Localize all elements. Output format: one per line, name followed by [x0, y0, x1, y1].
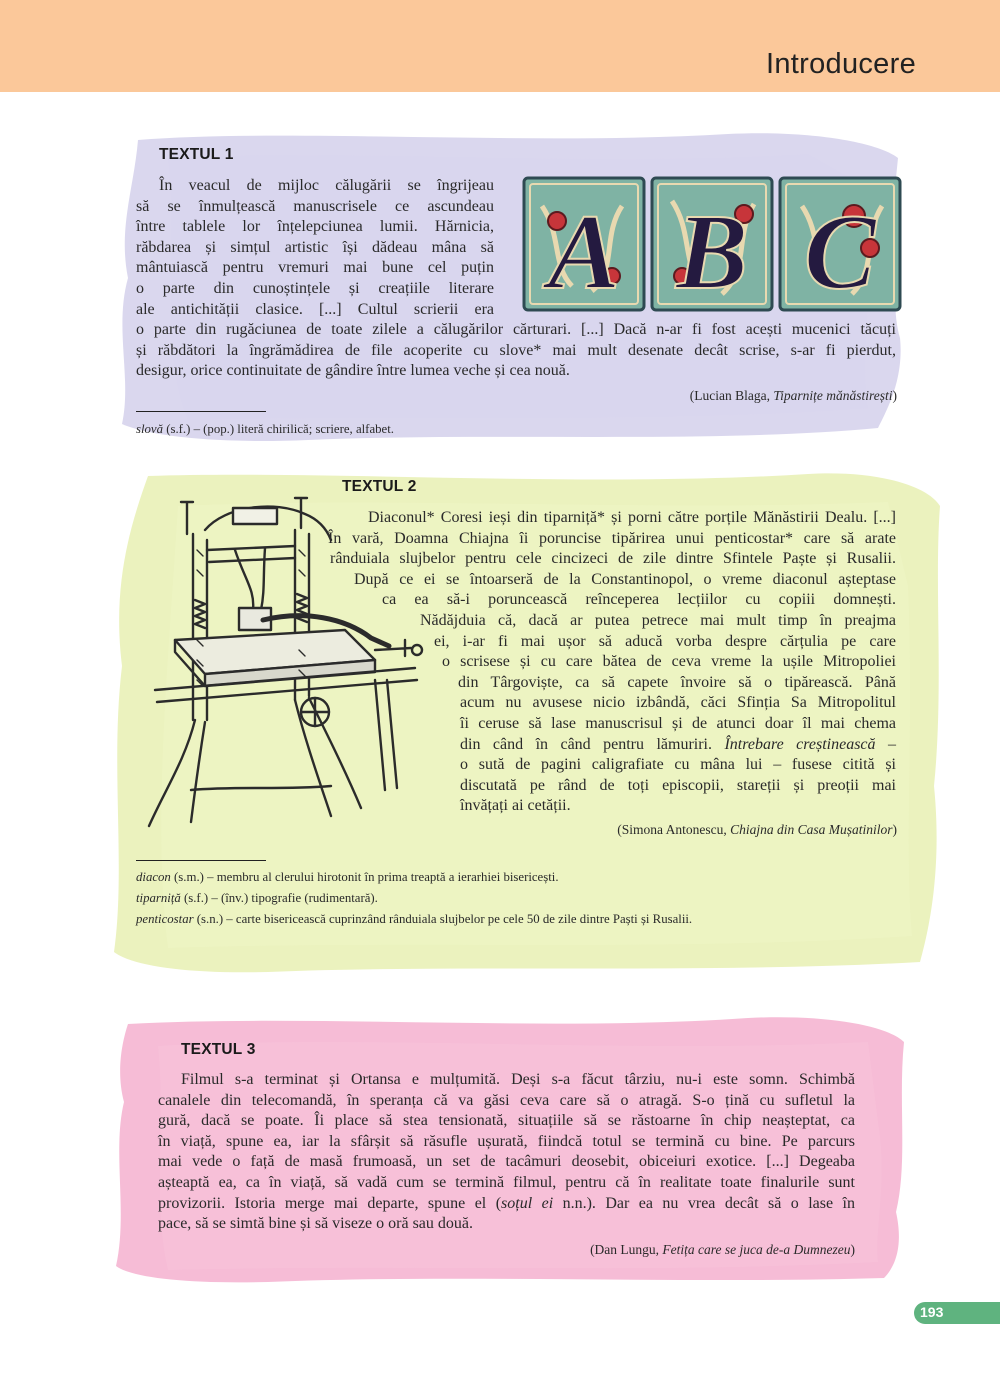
text2-line: învățați ai cetății. — [460, 797, 571, 815]
text2-italic-title: Întrebare creștinească — [724, 735, 876, 753]
text2-source-title: Chiajna din Casa Mușatinilor — [730, 822, 893, 837]
text2-source: (Simona Antonescu, Chiajna din Casa Mușatinilor) — [617, 822, 897, 837]
text2-line: din când în când pentru lămuriri. — [460, 735, 725, 753]
text1-line: răbdarea și simțul artistic își dădeau mâna să — [136, 238, 494, 256]
text2-footnote-2: tiparniță (s.f.) – (înv.) tipografie (rudimentară). — [136, 891, 378, 905]
text2-line: ca ea să-i poruncească reînceperea lecțiilor cu copiii domnești. — [382, 591, 896, 609]
chapter-title: Introducere — [766, 48, 916, 80]
text1-line: mântuiască pentru vremuri mai bune cel puțin — [136, 259, 494, 277]
text1-line: între tablele lor înțelepciunea lumii. Hărnicia, — [136, 218, 494, 236]
text1-source-title: Tiparnițe mănăstirești — [773, 388, 893, 403]
text2-line: În vară, Doamna Chiajna îi poruncise tipărirea unui penticostar* care să arate — [328, 529, 896, 547]
text3-line: Filmul s-a terminat și Ortansa e mulțumită. Deși s-a făcut târziu, nu-i este somn. Schimbă — [181, 1071, 855, 1088]
text3-italic-note: soțul ei — [501, 1194, 554, 1212]
text1-line: și răbdători la îngrămădirea de file acoperite cu slove* mai mult desenate decât scrise, s-ar fi pierdut, — [136, 341, 896, 359]
page-number: 193 — [920, 1304, 944, 1320]
text1-footnote: slovă (s.f.) – (pop.) literă chirilică; scriere, alfabet. — [136, 422, 394, 436]
text1-source: (Lucian Blaga, Tiparnițe mănăstirești) — [689, 388, 897, 403]
text2-heading: TEXTUL 2 — [342, 478, 417, 495]
text2-line: rânduiala slujbelor pentru cele cincizeci de zile dintre Sfintele Paște și Rusalii. — [330, 550, 896, 568]
initial-b: B — [675, 193, 749, 312]
text3-line: provizorii. Istoria merge mai departe, spune el ( — [158, 1194, 502, 1212]
text3-heading: TEXTUL 3 — [181, 1041, 256, 1058]
text3-line: gură, dacă se poate. Îi place să stea tensionată, situațiile să se răstoarne în chip neașteptat, ca — [158, 1112, 855, 1130]
text3-line: canalele din telecomandă, în speranța că va găsi ceva care să o atragă. S-o țină cu sufletul la — [158, 1091, 855, 1109]
text2-line: ei, i-ar fi mai ușor să aducă vorba despre cărțulia pe care — [434, 632, 896, 650]
text2-footnote-1: diacon (s.m.) – membru al clerului hirotonit în prima treaptă a ierarhiei bisericești. — [136, 870, 559, 884]
text2-line: o sută de pagini caligrafiate cu mâna lui – fusese citită și — [460, 756, 896, 774]
text3-line: în viață, spune ea, iar la sfârșit să răsufle ușurată, fiindcă totul se termină cu bine. Pe parcurs — [158, 1132, 855, 1150]
footnote-term: slovă — [136, 422, 164, 436]
text2-line: Diaconul* Coresi ieși din tiparniță* și porni către porțile Mănăstirii Dealu. [...] — [368, 509, 896, 526]
text2-paragraph: Diaconul* Coresi ieși din tiparniță* și porni către porțile Mănăstirii Dealu. [...] În vară, Doamna Chiajna îi poruncise tipărirea unui penticostar* care să arate rânduiala slujbelor pentru cele cincizeci de zile dintre Sfintele Paște și Rusalii. După ce ei se întoarseră de la Constantinopol, o vreme diaconul așteptase ca ea să-i poruncească reînceperea lecțiilor cu copiii domnești. Nădăjduia că, dacă ar putea petrece mai mult timp în preajma ei, i-ar fi mai ușor să aducă vorba despre cărțulia pe care o scrisese și cu care bătea de ceva vreme la ușile Mitropoliei din Târgoviște, ca să capete învoire să o tipărească. Până acum nu avusese nicio izbândă, căci Sfinția Sa Mitropolitul îi ceruse să lase manuscrisul și de atunci doar îl mai chema din când în când pentru lămuriri. Întrebare creștinească – o sută de pagini caligrafiate cu mâna lui – fusese citită și discutată pe rând de toți episcopii, stareții și preoții mai învățați ai cetății. — [320, 508, 896, 817]
text2-line: acum nu avusese nicio izbândă, căci Sfinția Sa Mitropolitul — [460, 694, 896, 712]
text1-heading: TEXTUL 1 — [159, 146, 234, 163]
text2-line: o scrisese și cu care bătea de ceva vreme la ușile Mitropoliei — [442, 653, 896, 671]
text2-line: Nădăjduia că, dacă ar putea petrece mai mult timp în preajma — [420, 611, 896, 629]
text2-line: discutată pe rând de toți episcopii, stareții și preoții mai — [460, 776, 896, 794]
text3-line: pace, să se simtă bine și să viseze o oră sau două. — [158, 1215, 474, 1233]
initial-c: C — [803, 193, 877, 312]
text1-paragraph — [136, 176, 896, 382]
page-number-tab — [914, 1302, 1000, 1324]
text3-line: mai vede o față de masă frumoasă, un set de tacâmuri deosebit, obiceiuri exotice. [...] Degeaba — [158, 1153, 855, 1171]
initial-a: A — [547, 193, 621, 312]
text1-line: ale antichității clasice. [...] Cultul scrierii era — [136, 300, 494, 318]
text3-source-title: Fetița care se juca de-a Dumnezeu — [662, 1242, 851, 1257]
text1-line: să se înmulțească manuscrisele ce ascundeau — [136, 197, 494, 215]
text3-paragraph: Filmul s-a terminat și Ortansa e mulțumită. Deși s-a făcut târziu, nu-i este somn. Schimbă canalele din telecomandă, în speranța că va găsi ceva care să o atragă. S-o țină cu sufletul la gură, dacă se poate. Îi place să stea tensionată, situațiile să se răstoarne în chip neașteptat, ca în viață, spune ea, iar la sfârșit să răsufle ușurată, fiindcă totul se termină cu bine. Pe parcurs mai vede o față de masă frumoasă, un set de tacâmuri deosebit, obiceiuri exotice. [...] Degeaba așteaptă ea, ca în viață, să vadă cum se termină filmul, pentru că în realitate toate finalurile sunt provizorii. Istoria merge mai departe, spune el (soțul ei n.n.). Dar ea nu vrea decât să o lase în pace, să se simtă bine și să viseze o oră sau două. — [158, 1070, 855, 1235]
text1-line: o parte din cunoștințele și creațiile literare — [136, 279, 494, 297]
text2-line: După ce ei se întoarseră de la Constantinopol, o vreme diaconul așteptase — [354, 570, 896, 588]
text2-line: din Târgoviște, ca să capete învoire să o tipărească. Până — [458, 673, 896, 691]
text1-footnote-rule — [136, 411, 266, 412]
text1-line: desigur, orice continuitate de gândire între lumea veche și cea nouă. — [136, 362, 570, 380]
text1-line: În veacul de mijloc călugării se îngrijeau — [159, 177, 494, 194]
text3-source: (Dan Lungu, Fetița care se juca de-a Dumnezeu) — [590, 1242, 855, 1257]
text1-line: o parte din rugăciunea de toate zilele a călugărilor cărturari. [...] Dacă n-ar fi fost acești mucenici tăcuți — [136, 321, 896, 339]
text3-line: așteaptă ea, ca în viață, să vadă cum se termină filmul, pentru că în realitate toate finalurile sunt — [158, 1173, 855, 1191]
text2-footnote-rule — [136, 860, 266, 861]
text2-line: îi ceruse să lase manuscrisul și de atunci doar îl mai chema — [460, 714, 896, 732]
text2-footnote-3: penticostar (s.n.) – carte bisericească cuprinzând rânduiala slujbelor pe cele 50 de zile dintre Paști și Rusalii. — [136, 912, 693, 926]
